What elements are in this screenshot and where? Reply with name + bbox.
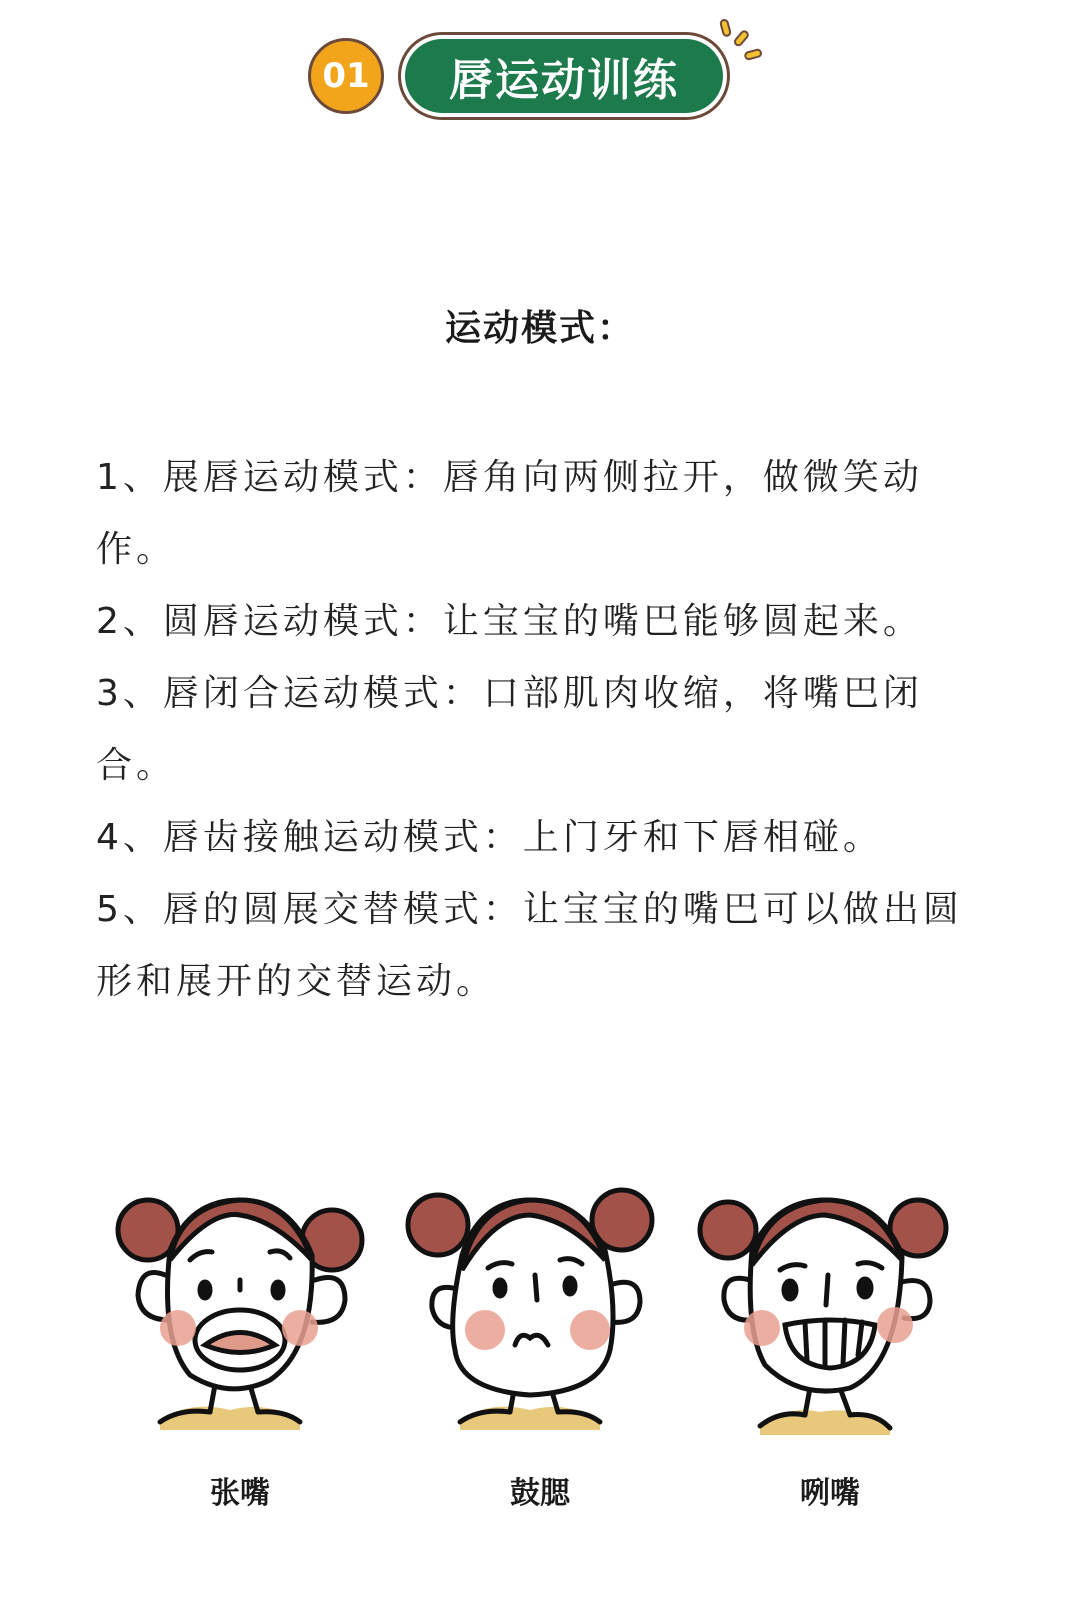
list-item: 3、唇闭合运动模式：口部肌肉收缩，将嘴巴闭合。 (96, 673, 923, 786)
section-title-heading: 唇运动训练 (405, 39, 723, 113)
face-puffed-cheeks (400, 1160, 680, 1520)
section-header (308, 32, 768, 124)
list-item: 1、展唇运动模式：唇角向两侧拉开，做微笑动作。 (96, 457, 923, 570)
girl-puffed-cheeks-icon (400, 1160, 680, 1480)
girl-grin-icon (690, 1160, 970, 1480)
girl-open-mouth-icon (100, 1160, 380, 1480)
face-label: 咧嘴 (800, 1476, 860, 1511)
list-item: 5、唇的圆展交替模式：让宝宝的嘴巴可以做出圆形和展开的交替运动。 (96, 889, 963, 1002)
sparkle-icon (718, 12, 778, 72)
face-grin (690, 1160, 970, 1520)
exercise-list (96, 442, 964, 1018)
section-number-badge: 01 (308, 38, 384, 114)
face-illustrations (100, 1160, 980, 1540)
title-pill (398, 32, 730, 120)
face-label: 张嘴 (210, 1476, 270, 1511)
section-subtitle: 运动模式： (444, 308, 635, 349)
list-item: 4、唇齿接触运动模式：上门牙和下唇相碰。 (96, 817, 883, 858)
face-label: 鼓腮 (510, 1476, 570, 1511)
list-item: 2、圆唇运动模式：让宝宝的嘴巴能够圆起来。 (96, 601, 923, 642)
face-open-mouth (100, 1160, 380, 1520)
